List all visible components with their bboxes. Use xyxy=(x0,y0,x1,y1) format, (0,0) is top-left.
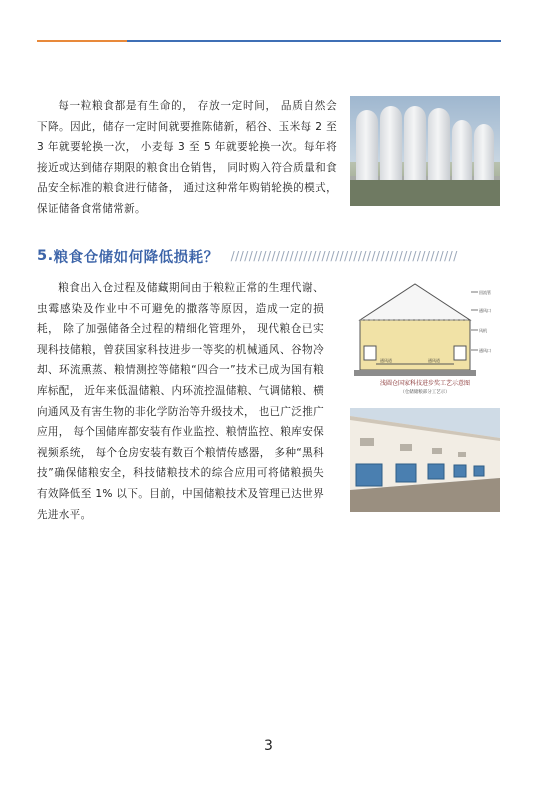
vent xyxy=(432,448,442,454)
section-number: 5. xyxy=(37,248,54,264)
diagram-label: 通风口 xyxy=(479,348,491,353)
diagram-label: 风机 xyxy=(479,328,487,333)
diagram-label: 通风道 xyxy=(428,358,440,363)
heading-decoration: ////////////////////////////////////////////////// xyxy=(230,249,458,263)
silo xyxy=(380,106,402,180)
silo-cross-section-diagram xyxy=(350,280,500,398)
cooling-unit xyxy=(454,465,466,477)
silo-roof xyxy=(360,284,470,320)
cooling-unit xyxy=(474,466,484,476)
silo xyxy=(428,108,450,180)
silo xyxy=(356,110,378,180)
silo xyxy=(404,106,426,180)
fan-left xyxy=(364,346,376,360)
cooling-unit xyxy=(396,464,416,482)
cooling-unit xyxy=(356,464,382,486)
paragraph-grain-rotation: 每一粒粮食都是有生命的， 存放一定时间， 品质自然会下降。因此，储存一定时间就要推陈储新，稻谷、玉米每 2 至 3 年就要轮换一次， 小麦每 3 至 5 年就要轮换一次。每年将接近或达到储存期限的粮食出仓销售， 同时购入符合质量和食品安全标准的粮食进行储备， 通过这种常年购销轮换的模式，保证储备食常储常新。 xyxy=(37,100,337,215)
paragraph-loss-reduction: 粮食出入仓过程及储藏期间由于粮粒正常的生理代谢、虫霉感染及作业中不可避免的撒落等原因，造成一定的损耗， 除了加强储备全过程的精细化管理外， 现代粮仓已实现科技储粮，曾获国家科技进步一等奖的机械通风、谷物冷却、环流熏蒸、粮情测控等储粮“四合一”技术已成为国有粮库标配， 近年来低温储粮、内环流控温储粮、气调储粮、横向通风及有害生物的非化学防治等升级技术， 也已广泛推广应用， 每个国储库都安装有作业监控、粮情监控、粮库安保视频系统， 每个仓房安装有数百个粮情传感器， 多种“黑科技”确保储粮安全，科技储粮技术的综合应用可将储粮损失有效降低至 1% 以下。目前，中国储粮技术及管理已达世界先进水平。 xyxy=(37,282,324,521)
diagram-label: 回流管 xyxy=(479,290,491,295)
silo-floor xyxy=(354,370,476,376)
diagram-label: 通风道 xyxy=(380,358,392,363)
diagram-caption: 浅圆仓国家科技进步奖工艺示意图 xyxy=(379,380,471,387)
silo xyxy=(474,124,494,180)
silo xyxy=(452,120,472,180)
grain-fill xyxy=(360,320,470,370)
diagram-svg xyxy=(350,280,500,398)
page-number: 3 xyxy=(264,738,273,754)
warehouse-svg xyxy=(350,408,500,512)
vent xyxy=(400,444,412,451)
ground xyxy=(350,180,500,206)
top-rule-orange xyxy=(37,40,127,42)
diagram-subcaption: （仓储储粮部分工艺示） xyxy=(400,390,450,395)
section-title: 粮食仓储如何降低损耗？ xyxy=(53,249,219,266)
cooling-unit xyxy=(428,464,444,479)
grain-silos-photo xyxy=(350,96,500,206)
fan-right xyxy=(454,346,466,360)
diagram-label: 通风口 xyxy=(479,308,491,313)
vent xyxy=(360,438,374,446)
top-rule-blue xyxy=(127,40,501,42)
warehouse-photo xyxy=(350,408,500,512)
vent xyxy=(458,452,466,457)
section-heading xyxy=(37,244,501,268)
